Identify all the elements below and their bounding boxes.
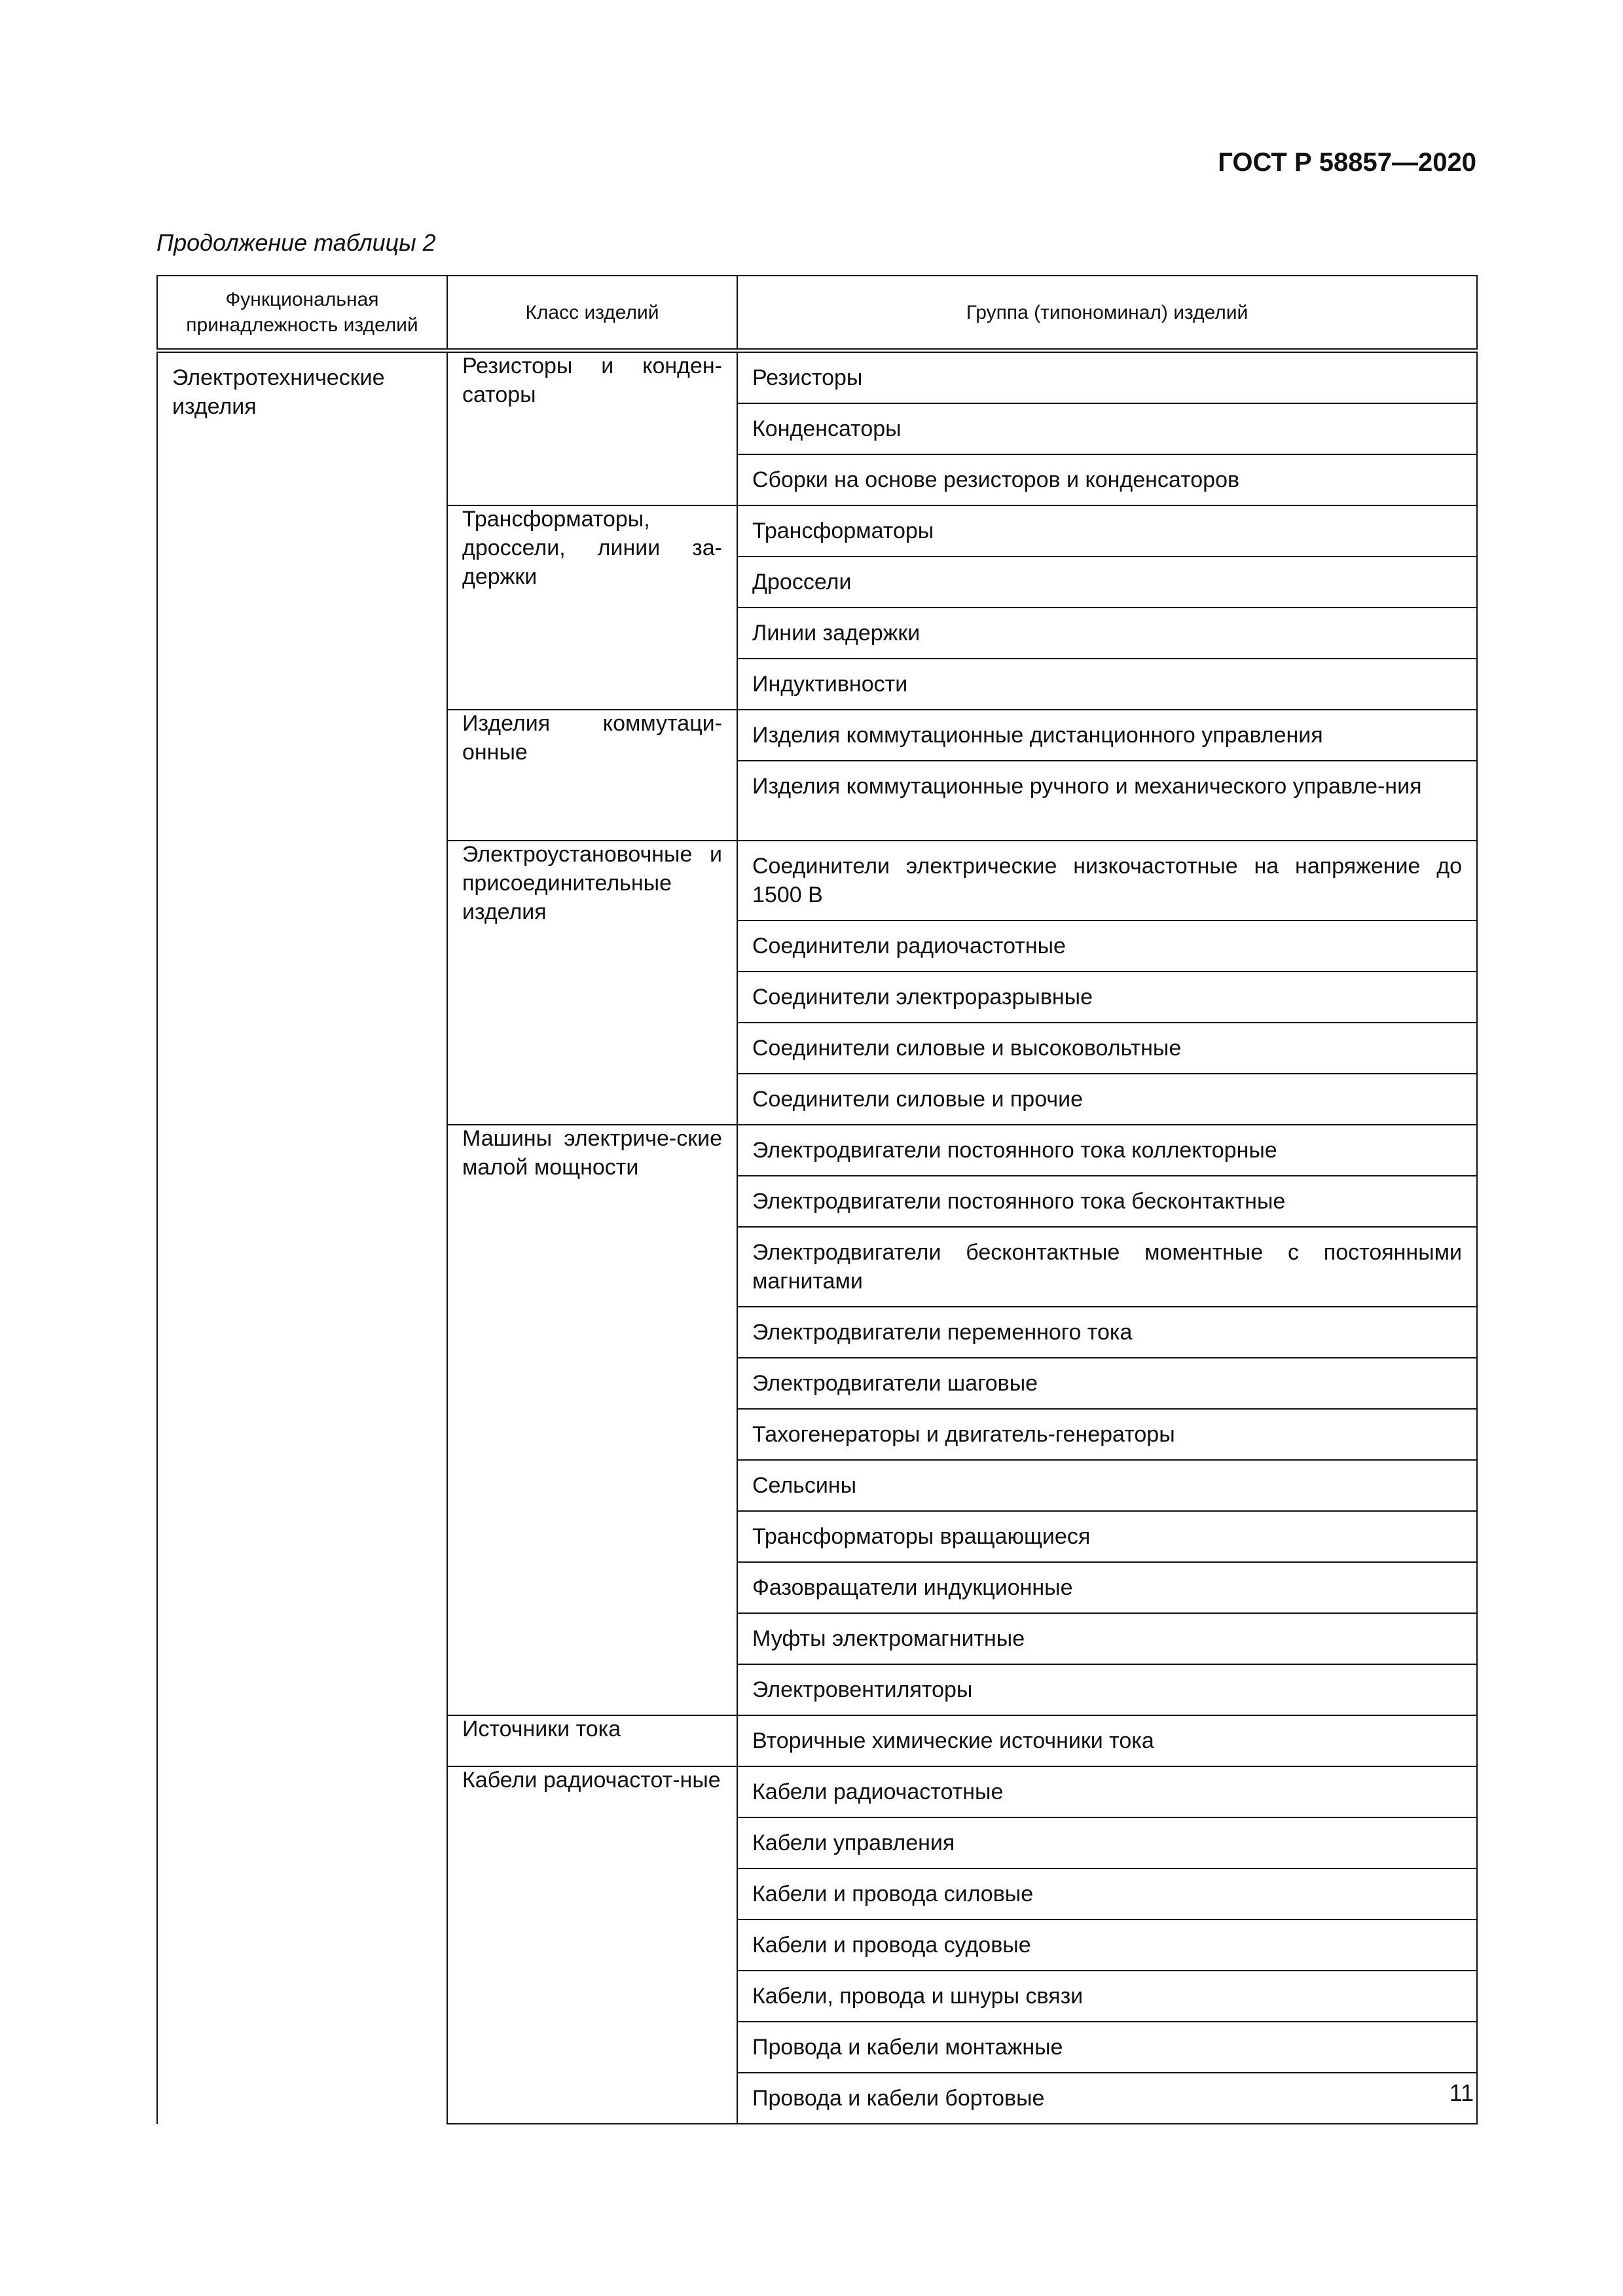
- group-cell: Провода и кабели бортовые: [737, 2073, 1477, 2124]
- functional-cell: Электротехнические изделия: [157, 351, 447, 2124]
- group-cell: Соединители электроразрывные: [737, 972, 1477, 1023]
- group-cell: Соединители радиочастотные: [737, 920, 1477, 972]
- class-cell: [447, 1766, 737, 2124]
- group-cell: Электродвигатели бесконтактные моментные с постоянными магнитами: [737, 1227, 1477, 1307]
- class-cell: [447, 351, 737, 506]
- group-cell: Изделия коммутационные дистанционного управления: [737, 710, 1477, 761]
- class-label: Электроустановочные и присоединительные изделия: [462, 842, 722, 924]
- class-label: Машины электриче-ские малой мощности: [462, 1126, 722, 1180]
- group-cell: Электродвигатели постоянного тока бесконтактные: [737, 1176, 1477, 1227]
- group-cell: Кабели управления: [737, 1817, 1477, 1868]
- class-label: Трансформаторы, дроссели, линии за-держки: [462, 507, 722, 589]
- page-number: 11: [1449, 2079, 1474, 2106]
- group-cell: Вторичные химические источники тока: [737, 1715, 1477, 1766]
- header-functional: Функциональная принадлежность изделий: [157, 276, 447, 351]
- group-cell: Фазовращатели индукционные: [737, 1562, 1477, 1613]
- group-cell: Электровентиляторы: [737, 1664, 1477, 1715]
- group-cell: Кабели радиочастотные: [737, 1766, 1477, 1817]
- group-cell: Электродвигатели постоянного тока коллекторные: [737, 1125, 1477, 1176]
- group-cell: Провода и кабели монтажные: [737, 2022, 1477, 2073]
- class-label: Изделия коммутаци-онные: [462, 711, 722, 765]
- table-caption: Продолжение таблицы 2: [156, 229, 436, 256]
- group-cell: Сельсины: [737, 1460, 1477, 1511]
- group-cell: Трансформаторы: [737, 505, 1477, 556]
- table-header-row: [157, 276, 1477, 351]
- group-cell: Соединители силовые и высоковольтные: [737, 1023, 1477, 1074]
- class-cell: [447, 505, 737, 710]
- group-cell: Соединители электрические низкочастотные на напряжение до 1500 В: [737, 841, 1477, 920]
- group-cell: Конденсаторы: [737, 403, 1477, 454]
- header-class: Класс изделий: [447, 276, 737, 351]
- standard-number: ГОСТ Р 58857—2020: [1218, 148, 1476, 177]
- group-cell: Соединители силовые и прочие: [737, 1074, 1477, 1125]
- table-row: [157, 351, 1477, 404]
- class-cell: [447, 710, 737, 841]
- group-cell: Линии задержки: [737, 608, 1477, 659]
- header-group: Группа (типономинал) изделий: [737, 276, 1477, 351]
- group-cell: Кабели, провода и шнуры связи: [737, 1971, 1477, 2022]
- classification-table: [156, 275, 1478, 2124]
- class-cell: [447, 1125, 737, 1715]
- group-cell: Дроссели: [737, 556, 1477, 608]
- group-cell: Сборки на основе резисторов и конденсаторов: [737, 454, 1477, 505]
- class-label: Источники тока: [462, 1717, 621, 1741]
- group-cell: Трансформаторы вращающиеся: [737, 1511, 1477, 1562]
- group-cell: Муфты электромагнитные: [737, 1613, 1477, 1664]
- group-cell: Индуктивности: [737, 659, 1477, 710]
- group-cell: Тахогенераторы и двигатель-генераторы: [737, 1409, 1477, 1460]
- group-cell: Электродвигатели переменного тока: [737, 1307, 1477, 1358]
- group-cell: Изделия коммутационные ручного и механического управле-ния: [737, 761, 1477, 841]
- group-cell: Кабели и провода силовые: [737, 1868, 1477, 1920]
- class-label: Резисторы и конден-саторы: [462, 354, 722, 407]
- class-label: Кабели радиочастот-ные: [462, 1768, 721, 1793]
- group-cell: Электродвигатели шаговые: [737, 1358, 1477, 1409]
- class-cell: [447, 1715, 737, 1766]
- group-cell: Кабели и провода судовые: [737, 1920, 1477, 1971]
- group-cell: Резисторы: [737, 351, 1477, 404]
- table-body: [157, 351, 1477, 2124]
- class-cell: [447, 841, 737, 1125]
